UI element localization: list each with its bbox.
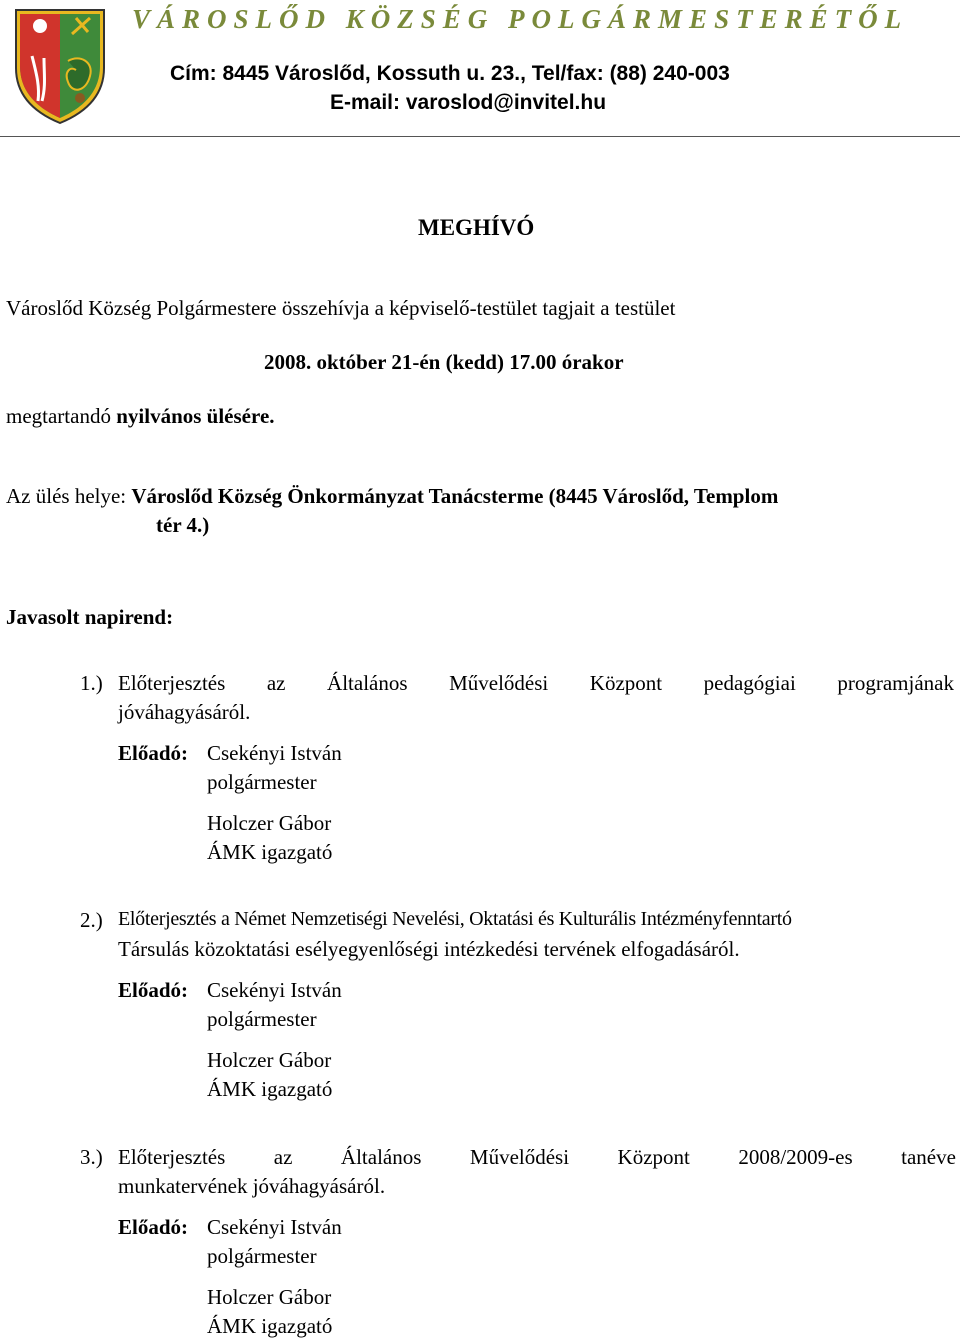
presenter-role: ÁMK igazgató (207, 1077, 333, 1101)
agenda-item-3-word: Művelődési (469, 1145, 570, 1169)
presenter-role: polgármester (207, 1244, 317, 1268)
agenda-item-1-word: az (266, 671, 286, 695)
venue-line-1 (6, 484, 778, 509)
coat-of-arms-logo (10, 6, 110, 126)
agenda-item-1-word: Általános (327, 671, 408, 695)
agenda-item-1-word: programjának (837, 671, 954, 695)
header-divider (0, 136, 960, 137)
venue-value: Városlőd Község Önkormányzat Tanácsterme (8445 Városlőd, Templom (131, 484, 779, 508)
presenter-name: Csekényi István (207, 978, 342, 1002)
agenda-item-3-word: Előterjesztés (118, 1145, 226, 1169)
agenda-item-1-word: Művelődési (449, 671, 549, 695)
header-address: Cím: 8445 Városlőd, Kossuth u. 23., Tel/fax: (88) 240-003 (170, 62, 730, 85)
presenter-name: Holczer Gábor (207, 1285, 332, 1309)
meeting-type-bold: nyilvános ülésére. (116, 404, 275, 428)
agenda-item-2-line-2: Társulás közoktatási esélyegyenlőségi intézkedési tervének elfogadásáról. (118, 937, 740, 961)
agenda-item-3-number: 3.) (80, 1145, 103, 1169)
agenda-item-1-word: Előterjesztés (118, 671, 226, 695)
presenter-label: Előadó: (118, 978, 189, 1002)
agenda-item-2-number: 2.) (80, 908, 103, 932)
agenda-item-1-line-1 (118, 671, 954, 696)
agenda-item-3-line-2: munkatervének jóváhagyásáról. (118, 1174, 386, 1198)
header-title: VÁROSLŐD KÖZSÉG POLGÁRMESTERÉTŐL (132, 4, 909, 34)
presenter-name: Holczer Gábor (207, 1048, 332, 1072)
agenda-item-3-word: Általános (340, 1145, 422, 1169)
agenda-item-2-line-1: Előterjesztés a Német Nemzetiségi Nevelési, Oktatási és Kulturális Intézményfenntartó (118, 908, 792, 930)
meeting-type (6, 404, 275, 429)
document-title: MEGHÍVÓ (418, 215, 535, 240)
venue-line-2: tér 4.) (156, 513, 210, 537)
agenda-item-3-word: tanéve (901, 1145, 956, 1169)
presenter-name: Holczer Gábor (207, 811, 332, 835)
presenter-label: Előadó: (118, 741, 189, 765)
presenter-role: ÁMK igazgató (207, 840, 333, 864)
agenda-item-1-word: pedagógiai (703, 671, 796, 695)
agenda-item-1-word: Központ (589, 671, 663, 695)
presenter-role: polgármester (207, 1007, 317, 1031)
venue-label: Az ülés helye: (6, 484, 132, 508)
header-email: E-mail: varoslod@invitel.hu (330, 91, 607, 114)
presenter-role: polgármester (207, 770, 317, 794)
presenter-name: Csekényi István (207, 741, 342, 765)
presenter-role: ÁMK igazgató (207, 1314, 333, 1338)
presenter-name: Csekényi István (207, 1215, 342, 1239)
intro-text: Városlőd Község Polgármestere összehívja a képviselő-testület tagjait a testület (6, 296, 676, 320)
presenter-label: Előadó: (118, 1215, 189, 1239)
agenda-item-1-number: 1.) (80, 671, 103, 695)
agenda-item-3-word: Központ (617, 1145, 690, 1169)
agenda-item-3-word: 2008/2009-es (738, 1145, 853, 1169)
agenda-item-3-line-1 (118, 1145, 956, 1170)
agenda-item-1-line-2: jóváhagyásáról. (118, 700, 251, 724)
agenda-heading: Javasolt napirend: (6, 605, 174, 629)
meeting-type-prefix: megtartandó (6, 404, 117, 428)
agenda-item-3-word: az (273, 1145, 293, 1169)
meeting-datetime: 2008. október 21-én (kedd) 17.00 órakor (264, 350, 624, 374)
